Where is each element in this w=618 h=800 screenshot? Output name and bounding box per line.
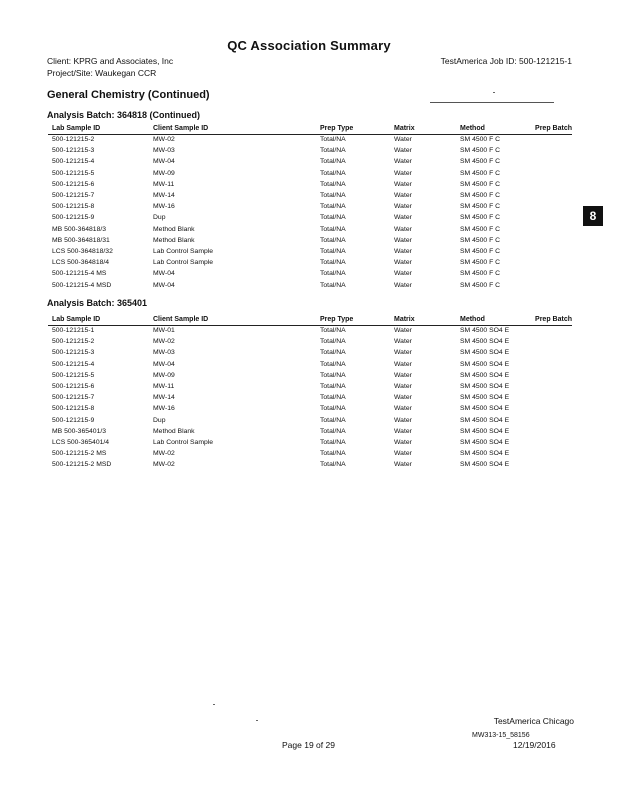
- cell-method: SM 4500 F C: [460, 236, 501, 244]
- footer-company: TestAmerica Chicago: [493, 716, 574, 726]
- cell-client-sample-id: MW-03: [153, 349, 175, 357]
- cell-matrix: Water: [394, 147, 412, 155]
- cell-prep-type: Total/NA: [320, 371, 346, 379]
- cell-matrix: Water: [394, 169, 412, 177]
- cell-lab-sample-id: LCS 500-365401/4: [52, 439, 110, 446]
- cell-client-sample-id: MW-02: [153, 338, 175, 346]
- header-rule: [430, 102, 554, 103]
- cell-client-sample-id: MW-14: [153, 394, 175, 402]
- project-site: Project/Site: Waukegan CCR: [47, 68, 157, 78]
- cell-client-sample-id: Dup: [153, 416, 166, 424]
- cell-matrix: Water: [394, 427, 412, 435]
- cell-client-sample-id: Lab Control Sample: [153, 248, 214, 255]
- column-header: Method: [460, 316, 485, 323]
- cell-method: SM 4500 F C: [460, 180, 501, 188]
- cell-client-sample-id: MW-02: [153, 461, 175, 469]
- cell-lab-sample-id: 500-121215-7: [52, 192, 95, 199]
- cell-lab-sample-id: 500-121215-4 MS: [52, 270, 107, 278]
- cell-prep-type: Total/NA: [320, 158, 346, 166]
- cell-lab-sample-id: 500-121215-8: [52, 405, 95, 413]
- cell-matrix: Water: [394, 349, 412, 357]
- cell-client-sample-id: MW-14: [153, 192, 175, 199]
- cell-prep-type: Total/NA: [320, 136, 346, 143]
- footer-page-number: Page 19 of 29: [282, 740, 335, 750]
- cell-matrix: Water: [394, 225, 412, 233]
- cell-method: SM 4500 SO4 E: [460, 349, 510, 357]
- cell-client-sample-id: MW-11: [153, 383, 175, 390]
- cell-prep-type: Total/NA: [320, 427, 346, 435]
- batch1-title: Analysis Batch: 364818 (Continued): [47, 110, 201, 120]
- cell-prep-type: Total/NA: [320, 180, 346, 188]
- cell-client-sample-id: MW-04: [153, 270, 175, 278]
- cell-lab-sample-id: 500-121215-3: [52, 147, 95, 155]
- cell-lab-sample-id: 500-121215-9: [52, 214, 95, 222]
- cell-prep-type: Total/NA: [320, 394, 346, 402]
- cell-method: SM 4500 F C: [460, 203, 501, 211]
- cell-lab-sample-id: 500-121215-6: [52, 180, 95, 188]
- column-header: Matrix: [394, 316, 415, 323]
- cell-lab-sample-id: 500-121215-5: [52, 371, 95, 379]
- cell-matrix: Water: [394, 383, 412, 390]
- cell-prep-type: Total/NA: [320, 147, 346, 155]
- column-header-rule: [48, 325, 572, 326]
- cell-lab-sample-id: 500-121215-3: [52, 349, 95, 357]
- cell-method: SM 4500 F C: [460, 259, 501, 267]
- cell-matrix: Water: [394, 450, 412, 458]
- cell-client-sample-id: Method Blank: [153, 427, 195, 435]
- cell-method: SM 4500 SO4 E: [460, 394, 510, 402]
- cell-matrix: Water: [394, 405, 412, 413]
- cell-prep-type: Total/NA: [320, 349, 346, 357]
- cell-prep-type: Total/NA: [320, 259, 346, 267]
- cell-prep-type: Total/NA: [320, 383, 346, 390]
- cell-client-sample-id: MW-09: [153, 169, 175, 177]
- cell-lab-sample-id: MB 500-365401/3: [52, 427, 107, 435]
- cell-matrix: Water: [394, 270, 412, 278]
- cell-method: SM 4500 F C: [460, 169, 501, 177]
- cell-prep-type: Total/NA: [320, 439, 346, 446]
- cell-client-sample-id: MW-04: [153, 281, 175, 289]
- cell-method: SM 4500 SO4 E: [460, 427, 510, 435]
- batch2-title: Analysis Batch: 365401: [47, 298, 148, 308]
- cell-client-sample-id: Dup: [153, 214, 166, 222]
- cell-prep-type: Total/NA: [320, 270, 346, 278]
- column-header: Client Sample ID: [153, 125, 209, 132]
- cell-matrix: Water: [394, 327, 412, 334]
- cell-prep-type: Total/NA: [320, 338, 346, 346]
- cell-matrix: Water: [394, 192, 412, 199]
- cell-lab-sample-id: 500-121215-2 MSD: [52, 461, 112, 469]
- cell-lab-sample-id: LCS 500-364818/4: [52, 259, 110, 267]
- cell-lab-sample-id: 500-121215-7: [52, 394, 95, 402]
- cell-lab-sample-id: 500-121215-2 MS: [52, 450, 107, 458]
- cell-matrix: Water: [394, 394, 412, 402]
- cell-method: SM 4500 F C: [460, 147, 501, 155]
- cell-matrix: Water: [394, 416, 412, 424]
- cell-matrix: Water: [394, 259, 412, 267]
- cell-lab-sample-id: 500-121215-8: [52, 203, 95, 211]
- cell-prep-type: Total/NA: [320, 248, 346, 255]
- cell-method: SM 4500 SO4 E: [460, 439, 510, 446]
- column-header: Lab Sample ID: [52, 125, 101, 132]
- cell-client-sample-id: MW-03: [153, 147, 175, 155]
- cell-lab-sample-id: 500-121215-4: [52, 360, 95, 368]
- page-title: QC Association Summary: [227, 38, 391, 53]
- column-header: Prep Type: [320, 316, 354, 323]
- cell-client-sample-id: MW-16: [153, 203, 175, 211]
- cell-client-sample-id: Lab Control Sample: [153, 259, 214, 267]
- cell-client-sample-id: MW-02: [153, 450, 175, 458]
- cell-method: SM 4500 SO4 E: [460, 327, 510, 334]
- column-header: Method: [460, 125, 485, 132]
- cell-client-sample-id: MW-11: [153, 180, 175, 188]
- cell-method: SM 4500 F C: [460, 136, 501, 143]
- cell-lab-sample-id: MB 500-364818/3: [52, 225, 107, 233]
- cell-matrix: Water: [394, 439, 412, 446]
- cell-matrix: Water: [394, 461, 412, 469]
- cell-matrix: Water: [394, 371, 412, 379]
- scan-speck: [493, 92, 495, 93]
- cell-lab-sample-id: 500-121215-5: [52, 169, 95, 177]
- cell-client-sample-id: MW-16: [153, 405, 175, 413]
- client-name: Client: KPRG and Associates, Inc: [47, 56, 174, 66]
- cell-client-sample-id: MW-04: [153, 158, 175, 166]
- cell-method: SM 4500 F C: [460, 281, 501, 289]
- job-id: TestAmerica Job ID: 500-121215-1: [440, 56, 572, 66]
- column-header-rule: [48, 134, 572, 135]
- cell-matrix: Water: [394, 203, 412, 211]
- cell-lab-sample-id: 500-121215-4: [52, 158, 95, 166]
- cell-prep-type: Total/NA: [320, 203, 346, 211]
- cell-method: SM 4500 SO4 E: [460, 338, 510, 346]
- section-title: General Chemistry (Continued): [47, 89, 210, 101]
- cell-client-sample-id: Lab Control Sample: [153, 439, 214, 446]
- cell-prep-type: Total/NA: [320, 327, 346, 334]
- scan-speck: [256, 720, 258, 721]
- cell-method: SM 4500 F C: [460, 214, 501, 222]
- cell-method: SM 4500 SO4 E: [460, 450, 510, 458]
- cell-prep-type: Total/NA: [320, 360, 346, 368]
- cell-client-sample-id: Method Blank: [153, 236, 195, 244]
- cell-method: SM 4500 SO4 E: [460, 405, 510, 413]
- cell-prep-type: Total/NA: [320, 405, 346, 413]
- cell-matrix: Water: [394, 338, 412, 346]
- cell-client-sample-id: MW-04: [153, 360, 175, 368]
- scan-speck: [213, 704, 215, 705]
- column-header: Prep Batch: [535, 125, 572, 132]
- cell-method: SM 4500 SO4 E: [460, 371, 510, 379]
- cell-client-sample-id: MW-01: [153, 327, 175, 334]
- cell-method: SM 4500 SO4 E: [460, 416, 510, 424]
- cell-lab-sample-id: 500-121215-6: [52, 383, 95, 390]
- cell-client-sample-id: MW-02: [153, 136, 175, 143]
- footer-date: 12/19/2016: [513, 740, 556, 750]
- cell-lab-sample-id: 500-121215-1: [52, 327, 95, 334]
- cell-method: SM 4500 SO4 E: [460, 461, 510, 469]
- cell-lab-sample-id: 500-121215-9: [52, 416, 95, 424]
- cell-matrix: Water: [394, 214, 412, 222]
- cell-prep-type: Total/NA: [320, 225, 346, 233]
- cell-matrix: Water: [394, 180, 412, 188]
- column-header: Prep Type: [320, 125, 354, 132]
- cell-method: SM 4500 F C: [460, 158, 501, 166]
- cell-client-sample-id: Method Blank: [153, 225, 195, 233]
- cell-client-sample-id: MW-09: [153, 371, 175, 379]
- column-header: Matrix: [394, 125, 415, 132]
- cell-matrix: Water: [394, 136, 412, 143]
- cell-matrix: Water: [394, 281, 412, 289]
- cell-lab-sample-id: 500-121215-2: [52, 338, 95, 346]
- cell-prep-type: Total/NA: [320, 236, 346, 244]
- cell-prep-type: Total/NA: [320, 192, 346, 199]
- cell-prep-type: Total/NA: [320, 214, 346, 222]
- cell-prep-type: Total/NA: [320, 281, 346, 289]
- cell-matrix: Water: [394, 360, 412, 368]
- cell-matrix: Water: [394, 236, 412, 244]
- cell-matrix: Water: [394, 158, 412, 166]
- cell-matrix: Water: [394, 248, 412, 255]
- cell-lab-sample-id: LCS 500-364818/32: [52, 248, 113, 255]
- footer-doc-id: MW313-15_58156: [472, 732, 530, 739]
- cell-method: SM 4500 F C: [460, 248, 501, 255]
- section-tab: 8: [583, 206, 603, 226]
- cell-lab-sample-id: MB 500-364818/31: [52, 236, 110, 244]
- column-header: Lab Sample ID: [52, 316, 101, 323]
- cell-lab-sample-id: 500-121215-2: [52, 136, 95, 143]
- cell-prep-type: Total/NA: [320, 416, 346, 424]
- cell-prep-type: Total/NA: [320, 450, 346, 458]
- cell-prep-type: Total/NA: [320, 169, 346, 177]
- cell-method: SM 4500 F C: [460, 225, 501, 233]
- cell-method: SM 4500 SO4 E: [460, 360, 510, 368]
- cell-method: SM 4500 F C: [460, 270, 501, 278]
- cell-prep-type: Total/NA: [320, 461, 346, 469]
- cell-lab-sample-id: 500-121215-4 MSD: [52, 281, 112, 289]
- column-header: Client Sample ID: [153, 316, 209, 323]
- column-header: Prep Batch: [535, 316, 572, 323]
- cell-method: SM 4500 F C: [460, 192, 501, 199]
- cell-method: SM 4500 SO4 E: [460, 383, 510, 390]
